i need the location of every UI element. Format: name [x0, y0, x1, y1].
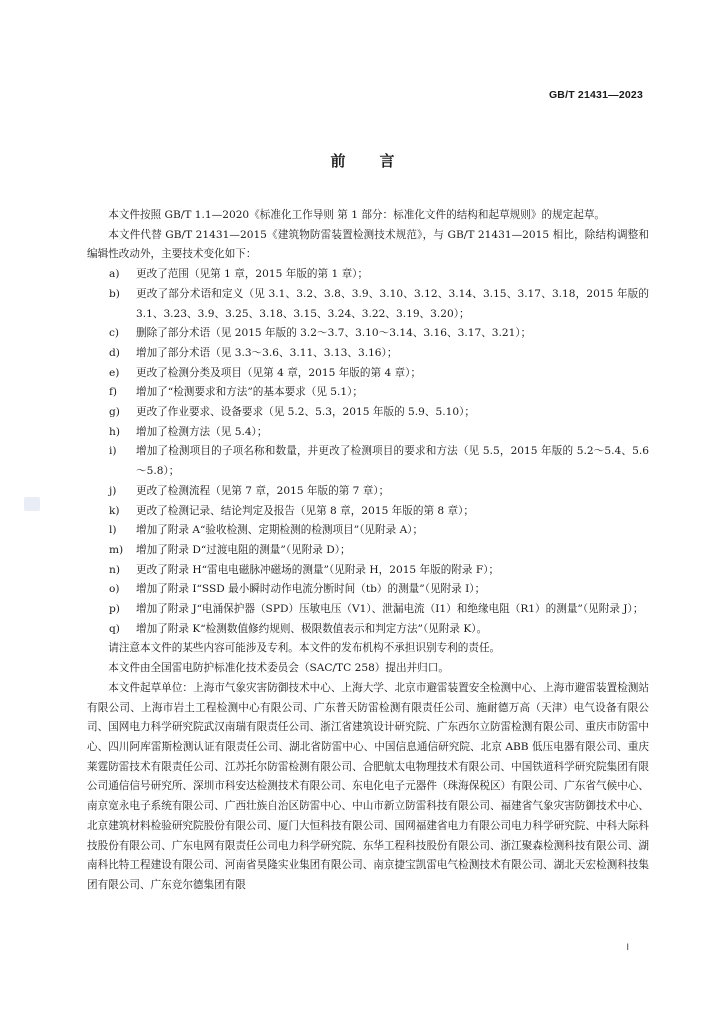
list-item	[87, 561, 649, 581]
list-text: 更改了作业要求、设备要求（见 5.2、5.3，2015 年版的 5.9、5.10）；	[136, 406, 475, 419]
list-text: 更改了范围（见第 1 章，2015 年版的第 1 章）；	[136, 268, 369, 281]
list-marker: n)	[109, 563, 120, 576]
list-text: 增加了部分术语（见 3.3～3.6、3.11、3.13、3.16）；	[136, 346, 398, 359]
page-title: 前言	[330, 152, 429, 170]
document-body	[87, 206, 649, 896]
list-item	[87, 502, 649, 522]
list-marker: o)	[109, 583, 120, 596]
list-item	[87, 541, 649, 561]
list-item	[87, 600, 649, 620]
list-marker: h)	[109, 425, 120, 438]
list-marker: b)	[109, 287, 120, 300]
side-tab-marker	[24, 497, 40, 511]
list-item	[87, 423, 649, 443]
list-marker: q)	[109, 622, 120, 635]
list-marker: l)	[109, 524, 117, 537]
list-item	[87, 521, 649, 541]
list-marker: c)	[109, 327, 120, 340]
patent-note: 请注意本文件的某些内容可能涉及专利。本文件的发布机构不承担识别专利的责任。	[108, 642, 501, 655]
list-item	[87, 344, 649, 364]
list-text: 更改了附录 H“雷电电磁脉冲磁场的测量”（见附录 H，2015 年版的附录 F）；	[136, 563, 500, 576]
list-text: 更改了检测流程（见第 7 章，2015 年版的第 7 章）；	[136, 484, 390, 497]
list-text: 增加了附录 A“验收检测、定期检测的检测项目”（见附录 A）；	[136, 524, 424, 537]
list-item	[87, 580, 649, 600]
list-marker: d)	[109, 346, 120, 359]
intro-paragraph-2: 本文件代替 GB/T 21431—2015《建筑物防雷装置检测技术规范》，与 GB/T 21431—2015 相比，除结构调整和编辑性改动外，主要技术变化如下：	[87, 228, 649, 261]
list-text: 更改了部分术语和定义（见 3.1、3.2、3.8、3.9、3.10、3.12、3.14、3.15、3.17、3.18，2015 年版的 3.1、3.23、3.9、3.25、3.18、3.15、3.24、3.22、3.19、3.20）；	[136, 287, 649, 320]
intro-paragraph-1: 本文件按照 GB/T 1.1—2020《标准化工作导则 第 1 部分：标准化文件的结构和起草规则》的规定起草。	[108, 209, 606, 221]
list-marker: e)	[109, 366, 120, 379]
list-item	[87, 403, 649, 423]
list-text: 删除了部分术语（见 2015 年版的 3.2～3.7、3.10～3.14、3.16、3.17、3.21）；	[136, 327, 532, 340]
list-item	[87, 442, 649, 481]
standard-code: GB/T 21431—2023	[548, 89, 643, 101]
list-text: 更改了检测记录、结论判定及报告（见第 8 章，2015 年版的第 8 章）；	[136, 504, 475, 517]
list-item	[87, 620, 649, 640]
list-marker: k)	[109, 504, 120, 517]
list-text: 增加了附录 J“电涌保护器（SPD）压敏电压（V1）、泄漏电流（I1）和绝缘电阻（R1）的测量”（见附录 J）；	[136, 603, 644, 616]
list-item	[87, 364, 649, 384]
list-marker: m)	[109, 543, 124, 556]
list-item	[87, 482, 649, 502]
list-item	[87, 383, 649, 403]
list-item	[87, 265, 649, 285]
list-marker: p)	[109, 603, 120, 616]
list-text: 增加了检测项目的子项名称和数量，并更改了检测项目的要求和方法（见 5.5，2015 年版的 5.2～5.4、5.6～5.8）；	[136, 445, 649, 478]
list-text: 增加了“检测要求和方法”的基本要求（见 5.1）；	[136, 386, 364, 399]
drafting-units: 本文件起草单位：上海市气象灾害防御技术中心、上海大学、北京市避雷装置安全检测中心、上海市避雷装置检测站有限公司、上海市岩土工程检测中心有限公司、广东普天防雷检测有限责任公司、施耐德万高（天津）电气设备有限公司、国网电力科学研究院武汉南瑞有限责任公司、浙江省建筑设计研究院、广东西尔立防雷检测有限公司、重庆市防雷中心、四川阿库雷斯检测认证有限责任公司、湖北省防雷中心、中国信息通信研究院、北京 ABB 低压电器有限公司、重庆莱霆防雷技术有限责任公司、江苏托尔防雷检测有限公司、合肥航太电物理技术有限公司、中国铁道科学研究院集团有限公司通信信号研究所、深圳市科安达检测技术有限公司、东电化电子元器件（珠海保税区）有限公司、广东省气候中心、南京宽永电子系统有限公司、广西壮族自治区防雷中心、中山市新立防雷科技有限公司、福建省气象灾害防御技术中心、北京建筑材料检验研究院股份有限公司、厦门大恒科技有限公司、国网福建省电力有限公司电力科学研究院、中科大际科技股份有限公司、广东电网有限责任公司电力科学研究院、东华工程科技股份有限公司、浙江聚森检测科技有限公司、湖南科比特工程建设有限公司、河南省昊隆实业集团有限公司、南京捷宝凯雷电气检测技术有限公司、湖北天宏检测科技集团有限公司、广东竞尔德集团有限	[87, 681, 649, 891]
list-marker: i)	[109, 445, 117, 458]
list-text: 增加了检测方法（见 5.4）；	[136, 425, 268, 438]
list-item	[87, 324, 649, 344]
list-marker: f)	[109, 386, 118, 399]
list-text: 增加了附录 D“过渡电阻的测量”（见附录 D）；	[136, 543, 351, 556]
list-text: 增加了附录 I“SSD 最小瞬时动作电流分断时间（tb）的测量”（见附录 I）；	[136, 583, 486, 596]
list-text: 增加了附录 K“检测数值修约规则、极限数值表示和判定方法”（见附录 K）。	[136, 622, 488, 635]
page-number: I	[626, 943, 629, 953]
list-marker: g)	[109, 406, 120, 419]
list-text: 更改了检测分类及项目（见第 4 章，2015 年版的第 4 章）；	[136, 366, 422, 379]
list-marker: j)	[109, 484, 117, 497]
list-marker: a)	[109, 268, 120, 281]
proposer-note: 本文件由全国雷电防护标准化技术委员会（SAC/TC 258）提出并归口。	[108, 662, 449, 675]
change-list	[87, 265, 649, 639]
list-item	[87, 285, 649, 324]
